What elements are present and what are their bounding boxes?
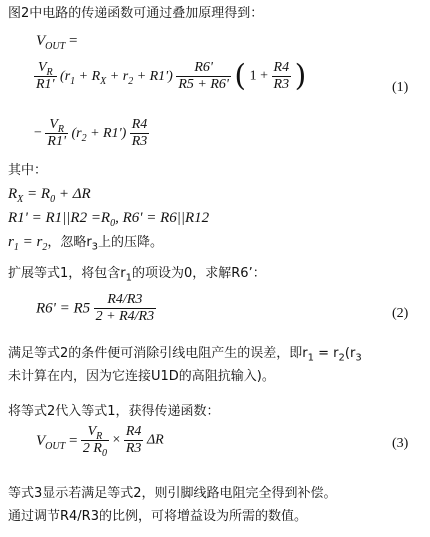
eq2: R6' = R5 $\frac{R4/R3}{2 + R4/R3}$: [36, 292, 155, 324]
definition-rx: $R_X = R_0 + \Delta R$: [8, 186, 91, 205]
eq1-term2: − $\frac{V_R}{R1'}$ $(r_2 + R1')$ $\frac{R4}{R3}$: [34, 117, 148, 149]
condition-text-2: 未计算在内，因为它连接U1D的高阻抗输入)。: [8, 369, 275, 384]
conclusion-1: 等式3显示若满足等式2，则引脚线路电阻完全得到补偿。: [8, 486, 337, 501]
intro-text: 图2中电路的传递函数可通过叠加原理得到：: [8, 6, 264, 21]
eq1-term1: $\frac{V_R}{R1'}$ $(r_1 + R_X + r_2 + R1')$ $\frac{R6'}{R5 + R6'}$ ( 1 + $\frac{R4}{R3}$ ): [36, 58, 307, 94]
where-label: 其中：: [8, 163, 48, 178]
eq1-tag: (1): [392, 80, 409, 95]
conclusion-2: 通过调节R4/R3的比例，可将增益设为所需的数值。: [8, 509, 307, 524]
expand-text: 扩展等式1，将包含$r_1$的项设为0，求解R6’：: [8, 266, 266, 284]
substitute-text: 将等式2代入等式1，获得传递函数：: [8, 404, 220, 419]
eq2-tag: (2): [392, 306, 409, 321]
eq1-lhs: $V_{OUT}$ =: [36, 33, 78, 52]
definition-r1-r6: $R1' = R1||R2 =R_0$, R6' = R6||R12: [8, 210, 210, 229]
definition-r1-r2: $r_1 = r_2$，忽略$r_3$上的压降。: [8, 234, 164, 253]
eq3: $V_{OUT}$ = $\frac{V_R}{2 R_0}$ × $\frac{R4}{R3}$ ΔR: [36, 424, 164, 459]
condition-text: 满足等式2的条件便可消除引线电阻产生的误差，即$r_1 = r_2(r_3$: [8, 346, 362, 364]
eq3-tag: (3): [392, 436, 409, 451]
